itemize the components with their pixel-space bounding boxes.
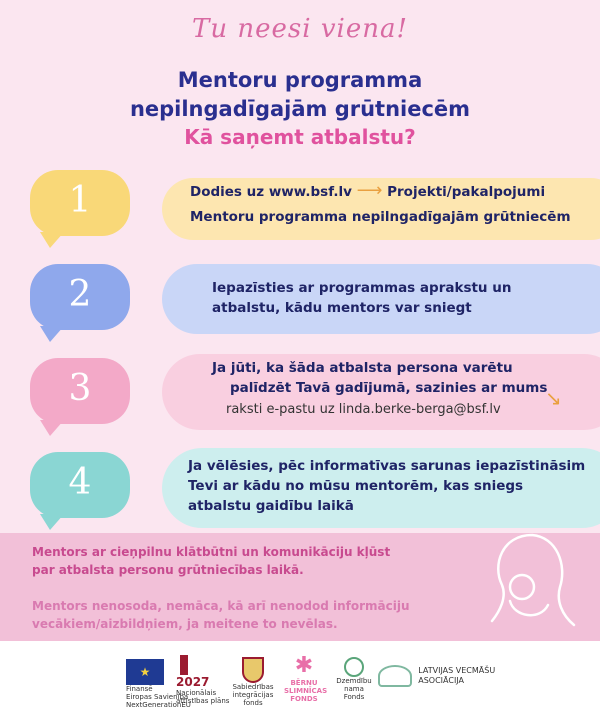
step-4-line-3: atbalstu gaidību laikā bbox=[188, 498, 354, 514]
step-1-number: 1 bbox=[68, 180, 92, 221]
step-3-bubble-tail bbox=[40, 420, 64, 436]
step-1-link-projects[interactable]: Projekti/pakalpojumi bbox=[387, 184, 546, 200]
step-3 bbox=[0, 352, 600, 432]
vecmasu-mark-icon bbox=[378, 665, 412, 687]
title-line-2: nepilngadīgajām grūtniecēm bbox=[129, 97, 471, 121]
info-p1-line-2: par atbalsta personu grūtniecības laikā. bbox=[32, 563, 304, 577]
step-3-number: 3 bbox=[68, 368, 92, 409]
nap-year: 2027 bbox=[176, 675, 210, 689]
step-4-number: 4 bbox=[68, 462, 92, 503]
bernu-text-3: FONDS bbox=[290, 695, 318, 703]
step-2-bubble-tail bbox=[40, 326, 64, 342]
info-p2-line-1: Mentors nenosoda, nemāca, kā arī nenodod informāciju bbox=[32, 599, 410, 613]
nap-text-1: Nacionālais bbox=[176, 689, 217, 697]
eu-logo-text-1: Finansē bbox=[126, 685, 153, 693]
info-p2-line-2: vecākiem/aizbildņiem, ja meitene to nevēlas. bbox=[32, 617, 338, 631]
step-1-line-2: Mentoru programma nepilngadīgajām grūtniecēm bbox=[190, 209, 571, 225]
step-2-line-1: Iepazīsties ar programmas aprakstu un bbox=[212, 280, 512, 296]
bernu-text-2: SLIMNĪCAS bbox=[284, 687, 328, 695]
vecmasu-text-1: LATVIJAS VECMĀŠU bbox=[418, 666, 496, 675]
info-p1-line-1: Mentors ar cieņpilnu klātbūtni un komunikāciju kļūst bbox=[32, 545, 391, 559]
sif-text-1: Sabiedrības integrācijas bbox=[232, 683, 274, 699]
tagline: Tu neesi viena! bbox=[192, 14, 408, 44]
dzemdibu-logo bbox=[330, 657, 378, 701]
info-band bbox=[0, 533, 600, 641]
step-4 bbox=[0, 446, 600, 532]
step-1-text bbox=[190, 181, 545, 202]
nap-text-2: attīstības plāns bbox=[176, 697, 230, 705]
page-title bbox=[0, 66, 600, 124]
step-4-line-1: Ja vēlēsies, pēc informatīvas sarunas iepazīstināsim bbox=[188, 458, 586, 474]
step-1-bubble-tail bbox=[40, 232, 64, 248]
eu-logo-text-3: NextGenerationEU bbox=[126, 701, 191, 709]
curved-arrow-icon: ↘ bbox=[545, 386, 562, 410]
step-3-email[interactable]: raksti e-pastu uz linda.berke-berga@bsf.lv bbox=[226, 402, 501, 417]
mother-baby-icon bbox=[462, 525, 592, 641]
bernu-logo bbox=[284, 653, 328, 703]
nap-flag-icon bbox=[180, 655, 188, 675]
children-icon: ✱ bbox=[294, 653, 314, 678]
eu-logo-text-2: Eiropas Savienība bbox=[126, 693, 189, 701]
step-4-bubble-tail bbox=[40, 514, 64, 530]
dzemdibu-text-2: Fonds bbox=[343, 693, 365, 701]
nap-logo bbox=[176, 655, 229, 705]
step-3-line-1: Ja jūti, ka šāda atbalsta persona varētu bbox=[212, 360, 513, 376]
sif-logo bbox=[228, 657, 278, 707]
arrow-right-icon: ⟶ bbox=[356, 180, 383, 201]
vecmasu-logo bbox=[378, 665, 495, 687]
step-3-line-2: palīdzēt Tavā gadījumā, sazinies ar mums bbox=[230, 380, 548, 396]
dzemdibu-mark-icon bbox=[344, 657, 364, 677]
step-2-line-2: atbalstu, kādu mentors var sniegt bbox=[212, 300, 472, 316]
coat-of-arms-icon bbox=[242, 657, 264, 683]
step-4-line-2: Tevi ar kādu no mūsu mentorēm, kas sniegs bbox=[188, 478, 524, 494]
step-1 bbox=[0, 168, 600, 248]
eu-flag-icon: ★ bbox=[126, 659, 164, 685]
bernu-text-1: BĒRNU bbox=[290, 679, 318, 687]
step-2 bbox=[0, 260, 600, 340]
step-2-number: 2 bbox=[68, 274, 92, 315]
step-1-link-site[interactable]: Dodies uz www.bsf.lv bbox=[190, 184, 352, 200]
footer-logos bbox=[0, 641, 600, 720]
dzemdibu-text-1: Dzemdību nama bbox=[336, 677, 372, 693]
sif-text-2: fonds bbox=[243, 699, 263, 707]
page-subtitle: Kā saņemt atbalstu? bbox=[184, 125, 416, 149]
vecmasu-text-2: ASOCIĀCIJA bbox=[418, 676, 464, 685]
title-line-1: Mentoru programma bbox=[177, 68, 423, 92]
